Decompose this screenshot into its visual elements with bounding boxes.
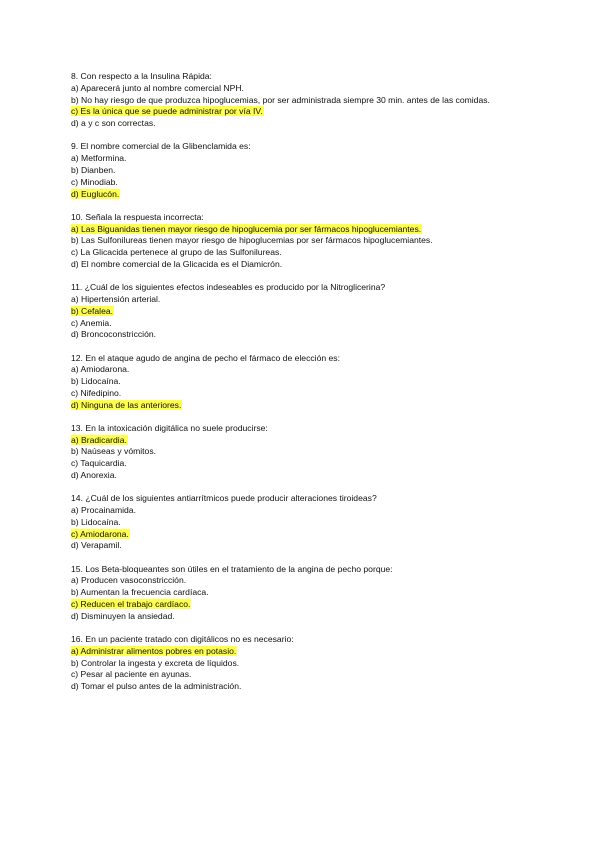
question-block [71, 634, 571, 693]
answer-option [71, 658, 571, 670]
highlighted-answer: a) Bradicardia. [71, 434, 127, 445]
answer-text: d) a y c son correctas. [71, 118, 156, 129]
highlighted-answer: c) Es la única que se puede administrar por vía IV. [71, 106, 263, 117]
answer-text: a) Hipertensión arterial. [71, 293, 161, 304]
highlighted-answer: b) Cefalea. [71, 305, 114, 316]
question-block [71, 353, 571, 412]
answer-text: b) Naúseas y vómitos. [71, 446, 157, 457]
answer-text: b) Lidocaína. [71, 376, 121, 387]
answer-option [71, 235, 571, 247]
answer-text: d) Broncoconstricción. [71, 329, 157, 340]
answer-text: a) Metformina. [71, 153, 127, 164]
answer-option [71, 329, 571, 341]
answer-option [71, 364, 571, 376]
answer-option [71, 165, 571, 177]
answer-option [71, 529, 571, 541]
answer-option [71, 318, 571, 330]
highlighted-answer: c) Amiodarona. [71, 528, 129, 539]
answer-text: a) Producen vasoconstricción. [71, 575, 187, 586]
answer-option [71, 646, 571, 658]
answer-text: a) Procainamida. [71, 505, 136, 516]
answer-text: b) Las Sulfonilureas tienen mayor riesgo de hipoglucemias por ser fármacos hipoglucemiantes. [71, 235, 433, 246]
answer-option [71, 106, 571, 118]
answer-option [71, 400, 571, 412]
answer-option [71, 435, 571, 447]
answer-option [71, 388, 571, 400]
answer-option [71, 517, 571, 529]
answer-option [71, 458, 571, 470]
answer-option [71, 376, 571, 388]
highlighted-answer: d) Ninguna de las anteriores. [71, 399, 182, 410]
answer-text: b) Controlar la ingesta y excreta de líquidos. [71, 657, 240, 668]
highlighted-answer: c) Reducen el trabajo cardíaco. [71, 599, 191, 610]
highlighted-answer: a) Las Biguanidas tienen mayor riesgo de hipoglucemia por ser fármacos hipoglucemiantes. [71, 223, 422, 234]
answer-text: c) Nifedipino. [71, 387, 122, 398]
question-block [71, 212, 571, 271]
answer-option [71, 259, 571, 271]
answer-option [71, 505, 571, 517]
answer-option [71, 669, 571, 681]
answer-text: c) Minodiab. [71, 176, 118, 187]
answer-text: b) Lidocaína. [71, 516, 121, 527]
answer-option [71, 224, 571, 236]
question-block [71, 71, 571, 130]
answer-option [71, 446, 571, 458]
answer-option [71, 470, 571, 482]
answer-option [71, 611, 571, 623]
answer-text: b) Aumentan la frecuencia cardíaca. [71, 587, 209, 598]
highlighted-answer: a) Administrar alimentos pobres en potasio. [71, 645, 237, 656]
answer-text: d) Disminuyen la ansiedad. [71, 610, 175, 621]
question-block [71, 423, 571, 482]
question-stem: 10. Señala la respuesta incorrecta: [71, 211, 204, 222]
answer-text: b) No hay riesgo de que produzca hipoglucemias, por ser administrada siempre 30 min. antes de las comidas. [71, 94, 490, 105]
question-stem: 15. Los Beta-bloqueantes son útiles en el tratamiento de la angina de pecho porque: [71, 563, 393, 574]
question-block [71, 493, 571, 552]
answer-option [71, 153, 571, 165]
answer-option [71, 587, 571, 599]
answer-option [71, 177, 571, 189]
question-stem: 13. En la intoxicación digitálica no suele producirse: [71, 422, 268, 433]
answer-text: d) El nombre comercial de la Glicacida es el Diamicrón. [71, 258, 283, 269]
question-stem: 12. En el ataque agudo de angina de pecho el fármaco de elección es: [71, 352, 340, 363]
answer-option [71, 681, 571, 693]
answer-option [71, 118, 571, 130]
question-stem: 11. ¿Cuál de los siguientes efectos indeseables es producido por la Nitroglicerina? [71, 282, 386, 293]
answer-option [71, 247, 571, 259]
question-block [71, 141, 571, 200]
answer-text: d) Tomar el pulso antes de la administración. [71, 681, 242, 692]
question-stem: 9. El nombre comercial de la Glibenclamida es: [71, 141, 251, 152]
answer-text: c) Pesar al paciente en ayunas. [71, 669, 192, 680]
answer-text: d) Verapamil. [71, 540, 122, 551]
question-stem: 14. ¿Cuál de los siguientes antiarrítmicos puede producir alteraciones tiroideas? [71, 493, 377, 504]
highlighted-answer: d) Euglucón. [71, 188, 120, 199]
answer-text: c) La Glicacida pertenece al grupo de las Sulfonilureas. [71, 247, 282, 258]
answer-text: a) Aparecerá junto al nombre comercial NPH. [71, 82, 244, 93]
answer-option [71, 599, 571, 611]
answer-option [71, 189, 571, 201]
answer-option [71, 83, 571, 95]
answer-option [71, 95, 571, 107]
answer-text: c) Taquicardia. [71, 458, 127, 469]
answer-text: d) Anorexia. [71, 470, 117, 481]
question-stem: 8. Con respecto a la Insulina Rápida: [71, 71, 212, 81]
question-stem: 16. En un paciente tratado con digitálicos no es necesario: [71, 634, 294, 644]
question-block [71, 282, 571, 341]
answer-option [71, 575, 571, 587]
question-list [71, 71, 571, 704]
answer-option [71, 540, 571, 552]
answer-text: c) Anemia. [71, 317, 112, 328]
answer-option [71, 306, 571, 318]
answer-option [71, 294, 571, 306]
answer-text: b) Dianben. [71, 164, 116, 175]
question-block [71, 564, 571, 623]
answer-text: a) Amiodarona. [71, 364, 130, 375]
